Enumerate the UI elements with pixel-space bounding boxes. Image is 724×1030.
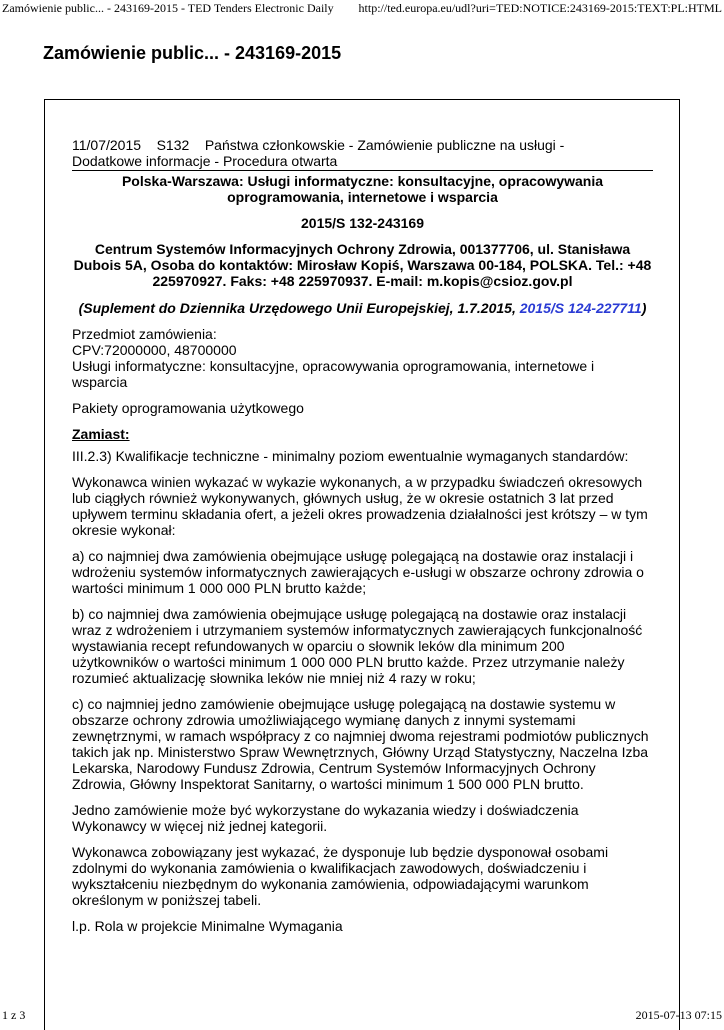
- supplement-suffix: ): [641, 300, 647, 316]
- page-title: Zamówienie public... - 243169-2015: [43, 43, 342, 63]
- paragraph-multi-category: Jedno zamówienie może być wykorzystane do wykazania wiedzy i doświadczenia Wykonawcy w więcej niż jednej kategorii.: [72, 802, 579, 834]
- paragraph-b: b) co najmniej dwa zamówienia obejmujące usługę polegającą na dostawie oraz instalacji wraz z wdrożeniem i utrzymaniem systemów informatycznych zawierających funkcjonalność wystawiania recept refundowanych w oparciu o słownik leków dla minimum 200 użytkowników o wartości minimum 1 000 000 PLN brutto każde. Przez utrzymanie należy rozumieć aktualizację słownika leków nie mniej niż 4 razy w roku;: [72, 606, 643, 686]
- notice-reference: 2015/S 132-243169: [301, 215, 424, 231]
- instead-label: Zamiast:: [72, 426, 130, 442]
- cpv-codes: CPV:72000000, 48700000: [72, 342, 237, 358]
- print-timestamp: 2015-07-13 07:15: [635, 1008, 722, 1022]
- supplement-prefix: (Suplement do Dziennika Urzędowego Unii Europejskiej, 1.7.2015,: [78, 300, 520, 316]
- notice-header-line-1: 11/07/2015 S132 Państwa członkowskie - Zamówienie publiczne na usługi -: [72, 137, 565, 153]
- paragraph-personnel: Wykonawca zobowiązany jest wykazać, że dysponuje lub będzie dysponował osobami zdolnymi do wykonania zamówienia o kwalifikacjach zawodowych, doświadczeniu i wykształceniu niezbędnym do wykonania zamówienia, odpowiadającymi warunkom określonym w poniższej tabeli.: [72, 844, 609, 908]
- print-header: [0, 0, 724, 16]
- notice-content: [72, 137, 653, 944]
- supplement-reference: [72, 300, 653, 316]
- print-footer: [0, 1008, 724, 1024]
- notice-header-line-2: Dodatkowe informacje - Procedura otwarta: [72, 153, 338, 169]
- print-header-title: Zamówienie public... - 243169-2015 - TED Tenders Electronic Daily: [2, 1, 334, 15]
- subject-label: Przedmiot zamówienia:: [72, 326, 217, 342]
- header-divider: [72, 170, 653, 171]
- subject-block: [72, 326, 653, 390]
- contracting-authority: Centrum Systemów Informacyjnych Ochrony Zdrowia, 001377706, ul. Stanisława Dubois 5A, Osoba do kontaktów: Mirosław Kopiś, Warszawa 00-184, POLSKA. Tel.: +48 225970927. Faks: +48 225970937. E-mail: m.kopis@csioz.gov.pl: [73, 241, 652, 289]
- subject-extra: Pakiety oprogramowania użytkowego: [72, 400, 304, 416]
- table-header: l.p. Rola w projekcie Minimalne Wymagania: [72, 918, 343, 934]
- paragraph-c: c) co najmniej jedno zamówienie obejmujące usługę polegającą na dostawie systemu w obszarze ochrony zdrowia umożliwiającego wymianę danych z innymi systemami zewnętrznymi, w ramach współpracy z co najmniej dwoma rejestrami podmiotów publicznych takich jak np. Ministerstwo Spraw Wewnętrznych, Główny Urząd Statystyczny, Naczelna Izba Lekarska, Narodowy Fundusz Zdrowia, Centrum Systemów Informacyjnych Ochrony Zdrowia, Główny Inspektorat Sanitarny, o wartości minimum 1 500 000 PLN brutto.: [72, 696, 649, 792]
- supplement-link[interactable]: 2015/S 124-227711: [519, 300, 642, 316]
- paragraph-a: a) co najmniej dwa zamówienia obejmujące usługę polegającą na dostawie oraz instalacji i wdrożeniu systemów informatycznych zawierających e-usługi w obszarze ochrony zdrowia o wartości minimum 1 000 000 PLN brutto każde;: [72, 548, 644, 596]
- subject-description: Usługi informatyczne: konsultacyjne, opracowywania oprogramowania, internetowe i wsparcia: [72, 358, 595, 390]
- print-header-url: http://ted.europa.eu/udl?uri=TED:NOTICE:243169-2015:TEXT:PL:HTML: [358, 1, 722, 15]
- page-counter: 1 z 3: [2, 1008, 26, 1022]
- section-heading: III.2.3) Kwalifikacje techniczne - minimalny poziom ewentualnie wymaganych standardów:: [72, 448, 629, 464]
- notice-title: Polska-Warszawa: Usługi informatyczne: konsultacyjne, opracowywania oprogramowania, internetowe i wsparcia: [121, 173, 604, 205]
- paragraph-intro: Wykonawca winien wykazać w wykazie wykonanych, a w przypadku świadczeń okresowych lub ciągłych również wykonywanych, głównych usług, że w okresie ostatnich 3 lat przed upływem terminu składania ofert, a jeżeli okres prowadzenia działalności jest krótszy – w tym okresie wykonał:: [72, 474, 648, 538]
